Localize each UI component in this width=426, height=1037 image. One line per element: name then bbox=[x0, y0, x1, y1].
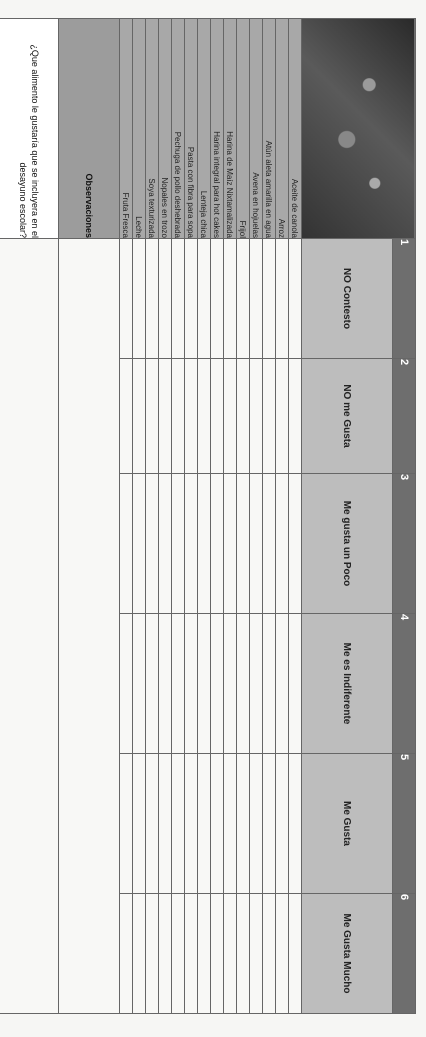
observations-row bbox=[59, 19, 120, 1014]
rating-cell[interactable] bbox=[198, 239, 211, 359]
observations-label: Observaciones bbox=[59, 19, 120, 239]
rating-cell[interactable] bbox=[211, 239, 224, 359]
rating-cell[interactable] bbox=[120, 239, 133, 359]
food-item-label: Leche bbox=[133, 19, 146, 239]
column-number: 5 bbox=[393, 754, 416, 894]
rating-cell[interactable] bbox=[172, 239, 185, 359]
table-row bbox=[120, 19, 133, 1014]
food-item-label: Arroz bbox=[276, 19, 289, 239]
rating-cell[interactable] bbox=[289, 239, 302, 359]
column-number-row bbox=[393, 19, 416, 1014]
rating-cell[interactable] bbox=[120, 359, 133, 474]
rating-cell[interactable] bbox=[276, 474, 289, 614]
rating-cell[interactable] bbox=[133, 894, 146, 1014]
column-header: Me Gusta bbox=[302, 754, 393, 894]
column-header: Me gusta un Poco bbox=[302, 474, 393, 614]
rating-cell[interactable] bbox=[159, 614, 172, 754]
rating-cell[interactable] bbox=[185, 239, 198, 359]
rating-cell[interactable] bbox=[250, 359, 263, 474]
rating-cell[interactable] bbox=[133, 359, 146, 474]
table-row bbox=[224, 19, 237, 1014]
food-item-label: Frijol bbox=[237, 19, 250, 239]
rating-cell[interactable] bbox=[185, 359, 198, 474]
food-item-label: Aceite de canola bbox=[289, 19, 302, 239]
rating-cell[interactable] bbox=[146, 754, 159, 894]
food-item-label: Pechuga de pollo deshebrada bbox=[172, 19, 185, 239]
rating-cell[interactable] bbox=[276, 894, 289, 1014]
rating-cell[interactable] bbox=[133, 754, 146, 894]
observations-field[interactable] bbox=[59, 239, 120, 1014]
rating-cell[interactable] bbox=[224, 894, 237, 1014]
rating-cell[interactable] bbox=[289, 474, 302, 614]
rating-cell[interactable] bbox=[263, 754, 276, 894]
rating-cell[interactable] bbox=[172, 359, 185, 474]
rating-cell[interactable] bbox=[250, 474, 263, 614]
rating-cell[interactable] bbox=[250, 754, 263, 894]
rating-cell[interactable] bbox=[198, 894, 211, 1014]
rating-cell[interactable] bbox=[159, 894, 172, 1014]
food-item-label: Pasta con fibra para sopa bbox=[185, 19, 198, 239]
rating-cell[interactable] bbox=[224, 474, 237, 614]
rating-cell[interactable] bbox=[133, 614, 146, 754]
suggestion-question: ¿Que alimento le gustaría que se incluyera en el desayuno escolar? bbox=[0, 19, 59, 239]
rating-cell[interactable] bbox=[159, 359, 172, 474]
rating-cell[interactable] bbox=[198, 359, 211, 474]
food-preference-table bbox=[0, 18, 416, 1014]
rating-cell[interactable] bbox=[263, 894, 276, 1014]
rating-cell[interactable] bbox=[276, 359, 289, 474]
rating-cell[interactable] bbox=[133, 239, 146, 359]
rating-cell[interactable] bbox=[237, 614, 250, 754]
rating-cell[interactable] bbox=[120, 614, 133, 754]
rating-cell[interactable] bbox=[211, 359, 224, 474]
rating-cell[interactable] bbox=[237, 359, 250, 474]
rating-cell[interactable] bbox=[120, 894, 133, 1014]
rating-cell[interactable] bbox=[172, 474, 185, 614]
table-row bbox=[146, 19, 159, 1014]
food-item-label: Fruta Fresca bbox=[120, 19, 133, 239]
rating-cell[interactable] bbox=[172, 754, 185, 894]
table-row bbox=[263, 19, 276, 1014]
rating-cell[interactable] bbox=[237, 754, 250, 894]
rating-cell[interactable] bbox=[224, 359, 237, 474]
table-row bbox=[276, 19, 289, 1014]
rating-cell[interactable] bbox=[146, 239, 159, 359]
rating-cell[interactable] bbox=[224, 614, 237, 754]
rating-cell[interactable] bbox=[289, 754, 302, 894]
rating-cell[interactable] bbox=[120, 474, 133, 614]
rating-cell[interactable] bbox=[172, 894, 185, 1014]
rating-cell[interactable] bbox=[146, 474, 159, 614]
rating-cell[interactable] bbox=[185, 474, 198, 614]
rating-cell[interactable] bbox=[146, 894, 159, 1014]
food-item-label: Atún aleta amarilla en agua bbox=[263, 19, 276, 239]
rating-cell[interactable] bbox=[250, 239, 263, 359]
rating-cell[interactable] bbox=[198, 754, 211, 894]
rating-cell[interactable] bbox=[172, 614, 185, 754]
rating-cell[interactable] bbox=[211, 474, 224, 614]
rating-cell[interactable] bbox=[185, 754, 198, 894]
rating-cell[interactable] bbox=[146, 359, 159, 474]
rating-cell[interactable] bbox=[263, 474, 276, 614]
food-item-label: Soya texturizada bbox=[146, 19, 159, 239]
column-number: 3 bbox=[393, 474, 416, 614]
rating-cell[interactable] bbox=[159, 474, 172, 614]
rating-cell[interactable] bbox=[198, 614, 211, 754]
rating-cell[interactable] bbox=[276, 754, 289, 894]
food-item-label: Avena en hojuelas bbox=[250, 19, 263, 239]
table-row bbox=[211, 19, 224, 1014]
rating-cell[interactable] bbox=[289, 894, 302, 1014]
column-header: Me es Indiferente bbox=[302, 614, 393, 754]
rating-cell[interactable] bbox=[263, 239, 276, 359]
column-number: 4 bbox=[393, 614, 416, 754]
rating-cell[interactable] bbox=[146, 614, 159, 754]
rating-cell[interactable] bbox=[289, 359, 302, 474]
suggestion-answer-field[interactable] bbox=[0, 239, 59, 1014]
table-row bbox=[198, 19, 211, 1014]
rating-cell[interactable] bbox=[224, 239, 237, 359]
rating-cell[interactable] bbox=[263, 614, 276, 754]
rating-cell[interactable] bbox=[289, 614, 302, 754]
table-row bbox=[133, 19, 146, 1014]
rating-cell[interactable] bbox=[211, 894, 224, 1014]
breakfast-photo bbox=[302, 19, 416, 239]
rating-cell[interactable] bbox=[159, 754, 172, 894]
rating-cell[interactable] bbox=[198, 474, 211, 614]
rating-cell[interactable] bbox=[276, 239, 289, 359]
rating-cell[interactable] bbox=[276, 614, 289, 754]
rating-cell[interactable] bbox=[185, 614, 198, 754]
column-number: 2 bbox=[393, 359, 416, 474]
table-row bbox=[159, 19, 172, 1014]
table-row bbox=[172, 19, 185, 1014]
column-header: Me Gusta Mucho bbox=[302, 894, 393, 1014]
rating-cell[interactable] bbox=[120, 754, 133, 894]
rating-cell[interactable] bbox=[133, 474, 146, 614]
rating-cell[interactable] bbox=[250, 614, 263, 754]
rating-cell[interactable] bbox=[250, 894, 263, 1014]
rating-cell[interactable] bbox=[159, 239, 172, 359]
food-item-label: Lenteja chica bbox=[198, 19, 211, 239]
rating-cell[interactable] bbox=[224, 754, 237, 894]
column-number: 1 bbox=[393, 239, 416, 359]
question-row bbox=[0, 19, 59, 1014]
rating-cell[interactable] bbox=[237, 894, 250, 1014]
food-item-label: Harina integral para hot cakes bbox=[211, 19, 224, 239]
column-header: NO Contesto bbox=[302, 239, 393, 359]
food-item-label: Nopales en trozo bbox=[159, 19, 172, 239]
rating-cell[interactable] bbox=[185, 894, 198, 1014]
food-item-label: Harina de Maíz Nixtamalizada bbox=[224, 19, 237, 239]
rating-cell[interactable] bbox=[211, 754, 224, 894]
rating-cell[interactable] bbox=[237, 239, 250, 359]
rating-cell[interactable] bbox=[263, 359, 276, 474]
rating-cell[interactable] bbox=[237, 474, 250, 614]
column-number: 6 bbox=[393, 894, 416, 1014]
table-row bbox=[289, 19, 302, 1014]
table-row bbox=[185, 19, 198, 1014]
table-row bbox=[250, 19, 263, 1014]
table-row bbox=[237, 19, 250, 1014]
column-header: NO me Gusta bbox=[302, 359, 393, 474]
rating-cell[interactable] bbox=[211, 614, 224, 754]
